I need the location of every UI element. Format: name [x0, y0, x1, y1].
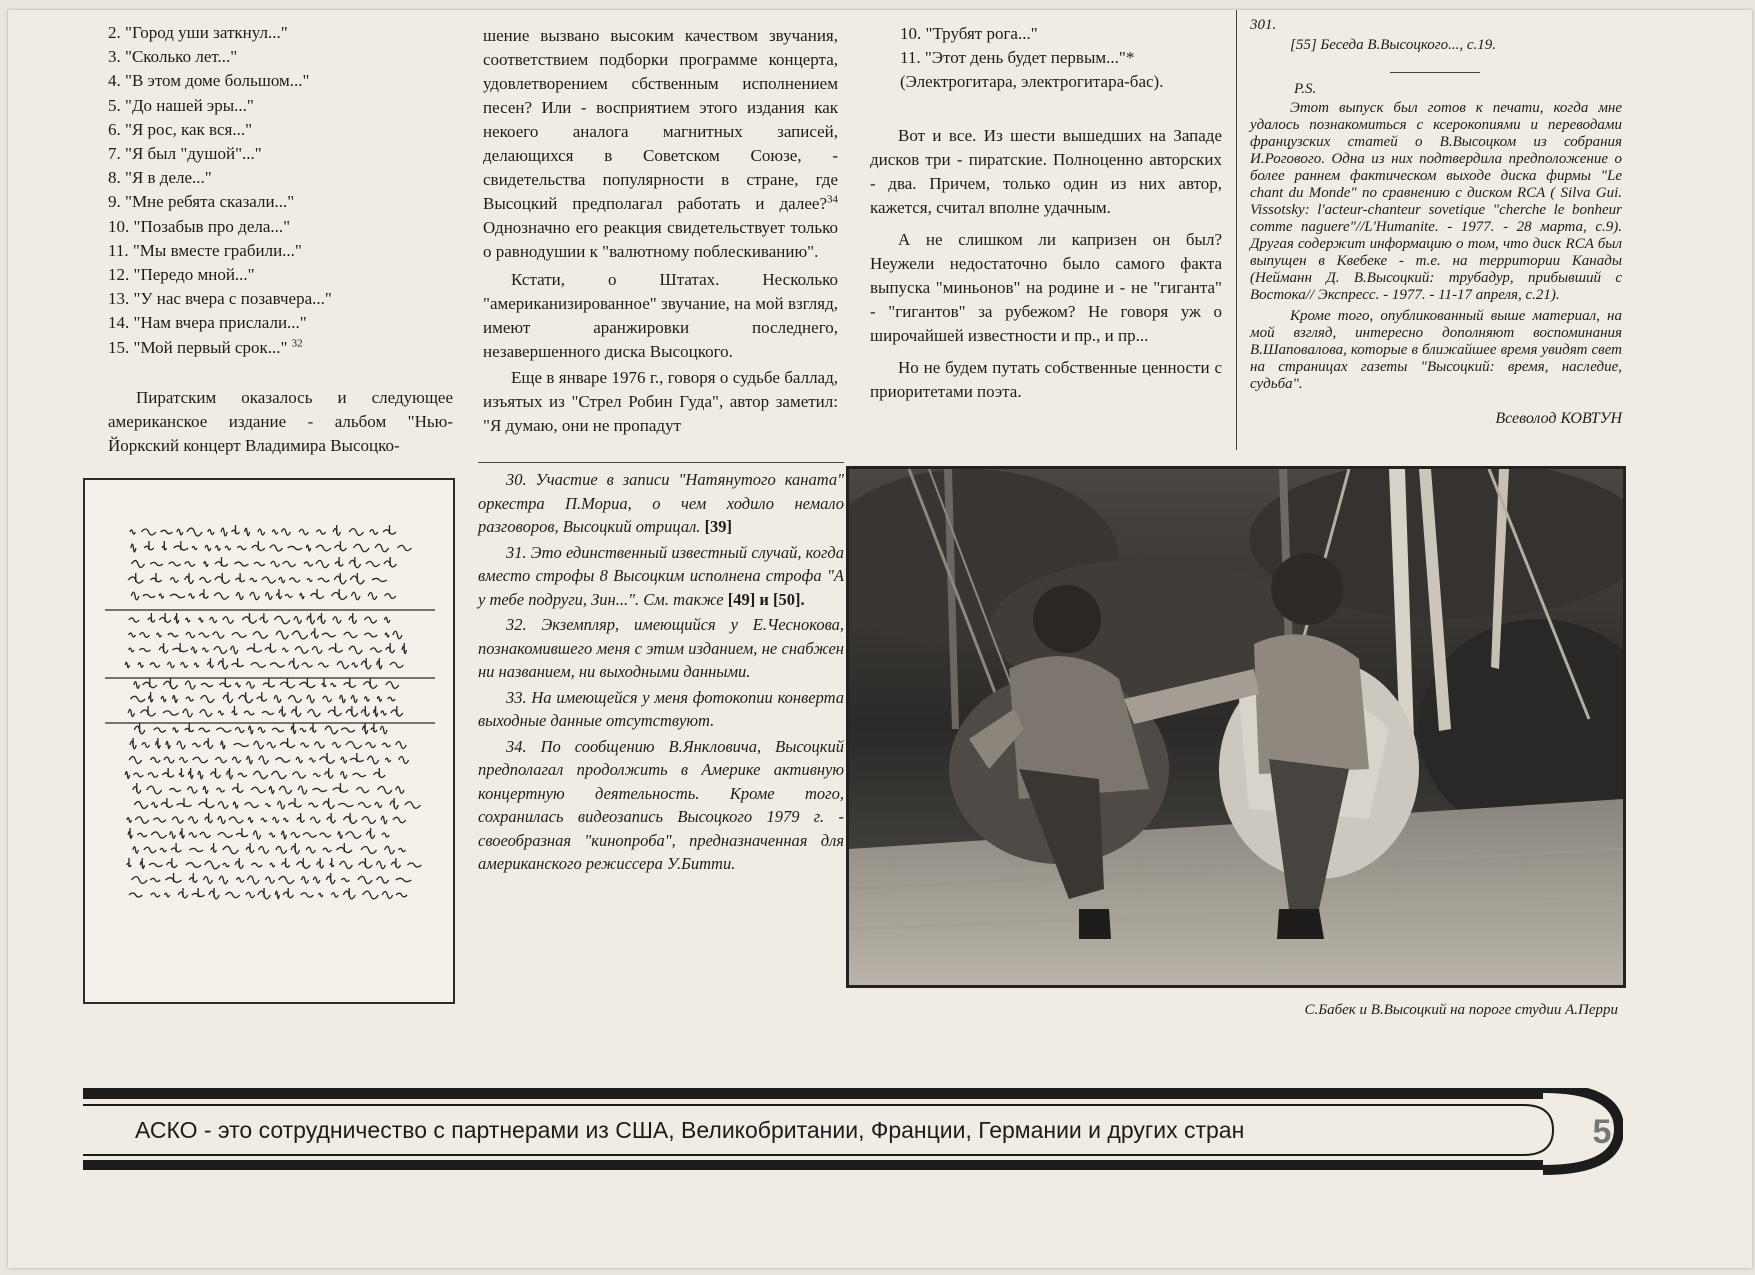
instruments-note: (Электрогитара, электрогитара-бас). — [900, 72, 1164, 92]
song-list-item — [108, 215, 453, 239]
col2-paragraph-3: Еще в январе 1976 г., говоря о судьбе баллад, изъятых из "Стрел Робин Гуда", автор заметил: "Я думаю, они не пропадут — [483, 368, 838, 435]
column-4 — [1250, 16, 1622, 431]
song-title: 14. "Нам вчера прислали..." — [108, 313, 307, 333]
song-list-item — [108, 45, 453, 69]
column-1 — [108, 21, 453, 458]
song-list-item — [108, 263, 453, 287]
footnote-text: 30. Участие в записи "Натянутого каната" оркестра П.Мориа, о чем ходило немало разговоров, Высоцкий отрицал. — [478, 470, 844, 536]
footnote-text: 31. Это единственный известный случай, когда вместо строфы 8 Высоцким исполнена строфа "А у тебе подруги, Зин...". См. также — [478, 542, 844, 609]
footnote — [478, 541, 844, 612]
page-number: 5 — [1592, 1113, 1612, 1151]
photograph — [846, 466, 1626, 988]
ps-paragraph-1: Этот выпуск был готов к печати, когда мне удалось познакомиться с ксерокопиями и переводами французских статей о В.Высоцком из собрания И.Рогового. Одна из них подтвердила предположение о более раннем фактическом выходе диска фирмы "Le chant du Monde" по сравнению с диском RCA ( Silva Gui. Vissotsky: l'acteur-chanteur sovetique "cherche le bonheur comme naguere"//L'Humanite. - 1977. - 28 марта, с.9). Другая содержит информацию о том, что диск RCA был выпущен в Квебеке - т.е. на территории Канады (Нейманн Д. В.Высоцкий: трубадур, прибывший с Востока// Экспресс. - 1977. - 11-17 апреля, с.21). — [1250, 100, 1622, 303]
song-title: 15. "Мой первый срок..." — [108, 337, 288, 357]
footnote-rule — [478, 462, 844, 463]
song-title: 5. "До нашей эры..." — [108, 95, 254, 115]
song-list-item — [108, 118, 453, 142]
song-title: 13. "У нас вчера с позавчера..." — [108, 289, 332, 309]
song-list-item — [108, 94, 453, 118]
photo-caption: С.Бабек и В.Высоцкий на пороге студии А.Перри — [1304, 1002, 1618, 1018]
column-divider — [1236, 10, 1237, 450]
col3-paragraph-1: Вот и все. Из шести вышедших на Западе дисков три - пиратские. Полноценно авторских - два. Причем, только один из них автор, кажется, считал вполне удачным. — [870, 126, 1222, 218]
col2-paragraph-1-end: Однозначно его реакция свидетельствует только о равнодушии к "валютному поблескиванию". — [483, 218, 838, 261]
footnote-reference: [49] и [50]. — [727, 589, 805, 609]
ps-label: P.S. — [1294, 81, 1317, 97]
song-list-item: 11. "Этот день будет первым..."* — [900, 48, 1135, 68]
footnote-marker: 32 — [291, 336, 303, 349]
song-list-item — [108, 166, 453, 190]
footnote — [478, 735, 844, 876]
col2-paragraph-1-text: шение вызвано высоким качеством звучания, соответствием подборки программе концерта, удовлетворением сбственным исполнением песен? Или - восприятием этого издания как некоего аналога магнитных записей, делающихся в Советском Союзе, - свидетельства популярности в стране, где Высоцкий предполагал работать и далее? — [483, 26, 838, 213]
ps-block — [1250, 81, 1622, 393]
song-list-item: 10. "Трубят рога..." — [900, 24, 1038, 43]
song-list-item — [108, 239, 453, 263]
song-list-item — [108, 69, 453, 93]
song-title: 2. "Город уши заткнул..." — [108, 23, 288, 42]
newspaper-page — [8, 10, 1752, 1268]
footnote-text: 32. Экземпляр, имеющийся у Е.Чеснокова, познакомившего меня с этим изданием, не снабжен ни названием, ни выходными данными. — [478, 615, 844, 681]
song-title: 4. "В этом доме большом..." — [108, 71, 310, 91]
author-signature: Всеволод КОВТУН — [1495, 410, 1622, 427]
song-title: 6. "Я рос, как вся..." — [108, 119, 253, 139]
ps-paragraph-2: Кроме того, опубликованный выше материал, на мой взгляд, интересно дополняют воспоминания В.Шаповалова, которые в ближайшее время увидят свет на страницах газеты "Высоцкий: время, наследие, судьба". — [1250, 308, 1622, 392]
song-list-item — [108, 287, 453, 311]
footnote-text: 33. На имеющейся у меня фотокопии конверта выходные данные отсутствуют. — [478, 687, 844, 730]
col4-top-line: 301. — [1250, 17, 1277, 33]
song-list — [108, 21, 453, 360]
song-title: 10. "Позабыв про дела..." — [108, 216, 291, 236]
song-title: 7. "Я был "душой"..." — [108, 144, 262, 164]
song-list-item — [108, 21, 453, 45]
footnote — [478, 468, 844, 539]
footnote-marker: 34 — [827, 193, 838, 206]
song-title: 11. "Мы вместе грабили..." — [108, 240, 302, 260]
col1-paragraph: Пиратским оказалось и следующее американское издание - альбом "Нью-Йоркский концерт Владимира Высоцко- — [108, 387, 453, 455]
song-title: 8. "Я в деле..." — [108, 168, 212, 188]
col2-paragraph-1 — [483, 24, 838, 264]
song-list-item — [108, 336, 453, 360]
col3-paragraph-3: Но не будем путать собственные ценности с приоритетами поэта. — [870, 358, 1222, 402]
col2-paragraph-2: Кстати, о Штатах. Несколько "американизированное" звучание, на мой взгляд, имеют аранжировки последнего, незавершенного диска Высоцкого. — [483, 270, 838, 361]
song-list-item — [108, 142, 453, 166]
footer-banner — [83, 1088, 1623, 1178]
ps-separator — [1390, 72, 1480, 73]
footnotes — [478, 468, 844, 878]
col3-song-list — [870, 22, 1222, 70]
col4-reference: [55] Беседа В.Высоцкого..., с.19. — [1290, 37, 1497, 53]
column-2 — [483, 24, 838, 438]
col3-paragraph-2: А не слишком ли капризен он был? Неужели недостаточно было самого факта выпуска "миньонов" на родине и - не "гиганта" - "гигантов" за рубежом? Не говоря уж о широчайшей известности и пр., и пр... — [870, 230, 1222, 346]
footnote-reference: [39] — [704, 517, 733, 536]
song-title: 9. "Мне ребята сказали..." — [108, 192, 295, 212]
photo-two-men-seated — [849, 469, 1623, 985]
song-title: 12. "Передо мной..." — [108, 265, 255, 285]
footnote-text: 34. По сообщению В.Янкловича, Высоцкий предполагал продолжить в Америке активную концертную деятельность. Кроме того, сохранилась видеозапись Высоцкого 1979 г. - своеобразная "кинопроба", предназначенная для американского режиссера У.Битти. — [478, 736, 844, 873]
banner-slogan: АСКО - это сотрудничество с партнерами из США, Великобритании, Франции, Германии и других стран — [135, 1117, 1245, 1143]
handwritten-notes-graphic — [85, 480, 453, 1002]
song-list-item — [108, 311, 453, 335]
manuscript-image — [83, 478, 455, 1004]
song-title: 3. "Сколько лет..." — [108, 47, 238, 67]
column-3 — [870, 22, 1222, 404]
footnote — [478, 613, 844, 684]
footnote — [478, 686, 844, 733]
song-list-item — [108, 190, 453, 214]
